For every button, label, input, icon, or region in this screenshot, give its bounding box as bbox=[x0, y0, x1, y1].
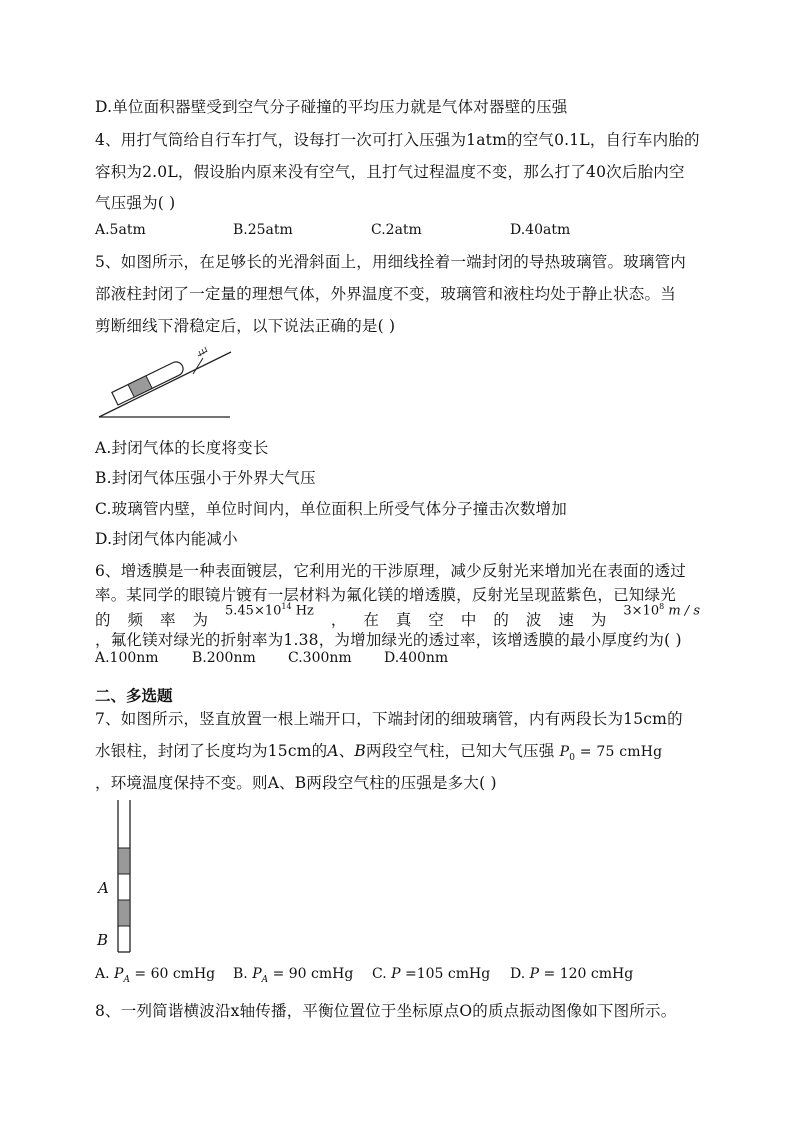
q4-line-1: 4、用打气筒给自行车打气，设每打一次可打入压强为1atm的空气0.1L，自行车内胎的 bbox=[95, 131, 700, 149]
q5-option-d: D.封闭气体内能减小 bbox=[95, 530, 238, 548]
q6-word: 真 bbox=[395, 611, 412, 629]
q6-word: 空 bbox=[428, 611, 444, 629]
q6-line-4: ，氟化镁对绿光的折射率为1.38，为增加绿光的透过率，该增透膜的最小厚度约为( ) bbox=[95, 631, 682, 649]
q4-option-c: C.2atm bbox=[371, 222, 422, 238]
q5-line-2: 部液柱封闭了一定量的理想气体，外界温度不变，玻璃管和液柱均处于静止状态。当 bbox=[95, 285, 676, 303]
q6-word: 在 bbox=[363, 611, 379, 629]
q6-option-c: C.300nm bbox=[288, 650, 352, 666]
q6-speed: $3\times 10^8$ m / s bbox=[623, 602, 700, 619]
q7-line-1: 7、如图所示，竖直放置一根上端开口，下端封闭的细玻璃管，内有两段长为15cm的 bbox=[95, 710, 683, 728]
q8-line-1: 8、一列简谐横波沿x轴传播，平衡位置位于坐标原点O的质点振动图像如下图所示。 bbox=[95, 1002, 677, 1020]
q6-option-b: B.200nm bbox=[192, 650, 256, 666]
q6-word: 波 bbox=[525, 611, 542, 629]
q6-option-d: D.400nm bbox=[384, 650, 449, 666]
q6-word: 为 bbox=[590, 611, 607, 629]
q4-line-3: 气压强为( ) bbox=[95, 194, 176, 212]
q7-option-c: C. P =105 cmHg bbox=[372, 966, 491, 982]
q6-word: 速 bbox=[558, 611, 574, 629]
q4-option-d: D.40atm bbox=[510, 222, 571, 238]
q6-word: 为 bbox=[192, 611, 209, 629]
q7-line-3: ，环境温度保持不变。则A、B两段空气柱的压强是多大( ) bbox=[95, 774, 497, 792]
vertical-tube-figure bbox=[115, 800, 145, 955]
q4-option-b: B.25atm bbox=[233, 222, 293, 238]
q6-word: ， bbox=[330, 611, 347, 629]
q7-option-a: A. $P_A = 60$ cmHg bbox=[95, 966, 216, 985]
q6-option-a: A.100nm bbox=[95, 650, 159, 666]
q5-line-3: 剪断细线下滑稳定后，以下说法正确的是( ) bbox=[95, 317, 396, 335]
q7-line-2: 水银柱，封闭了长度均为15cm的A、B两段空气柱，已知大气压强 $P_0 = 75$ cmHg bbox=[95, 742, 663, 763]
q6-line-2: 率。某同学的眼镜片镀有一层材料为氟化镁的增透膜，反射光呈现蓝紫色，已知绿光 bbox=[95, 586, 676, 604]
section-title: 二、多选题 bbox=[95, 686, 173, 705]
q6-line-3 bbox=[95, 602, 700, 630]
q5-option-a: A.封闭气体的长度将变长 bbox=[95, 439, 269, 457]
q6-line-1: 6、增透膜是一种表面镀层，它利用光的干涉原理，减少反射光来增加光在表面的透过 bbox=[95, 562, 686, 580]
q5-option-c: C.玻璃管内壁，单位时间内，单位面积上所受气体分子撞击次数增加 bbox=[95, 500, 567, 518]
q3-option-d: D.单位面积器壁受到空气分子碰撞的平均压力就是气体对器壁的压强 bbox=[95, 98, 568, 116]
q7-option-b: B. $P_A = 90$ cmHg bbox=[233, 966, 354, 985]
q5-option-b: B.封闭气体压强小于外界大气压 bbox=[95, 469, 316, 487]
q6-frequency: $5.45\times 10^{14}$ Hz bbox=[225, 602, 314, 619]
q5-line-1: 5、如图所示，在足够长的光滑斜面上，用细线拴着一端封闭的导热玻璃管。玻璃管内 bbox=[95, 253, 686, 271]
q7-atmospheric-pressure: $P_0 = 75$ cmHg bbox=[559, 744, 663, 763]
tube-label-b: B bbox=[97, 931, 109, 949]
q6-word: 中 bbox=[460, 611, 477, 629]
q4-option-a: A.5atm bbox=[95, 222, 146, 238]
q6-word: 频 bbox=[127, 611, 144, 629]
tube-label-a: A bbox=[98, 879, 109, 897]
inclined-tube-figure bbox=[95, 342, 245, 422]
q6-word: 的 bbox=[95, 611, 111, 629]
q7-option-d: D. P = 120 cmHg bbox=[510, 966, 634, 982]
q4-line-2: 容积为2.0L，假设胎内原来没有空气，且打气过程温度不变，那么打了40次后胎内空 bbox=[95, 163, 685, 181]
q6-word: 率 bbox=[160, 611, 176, 629]
q6-word: 的 bbox=[493, 611, 509, 629]
